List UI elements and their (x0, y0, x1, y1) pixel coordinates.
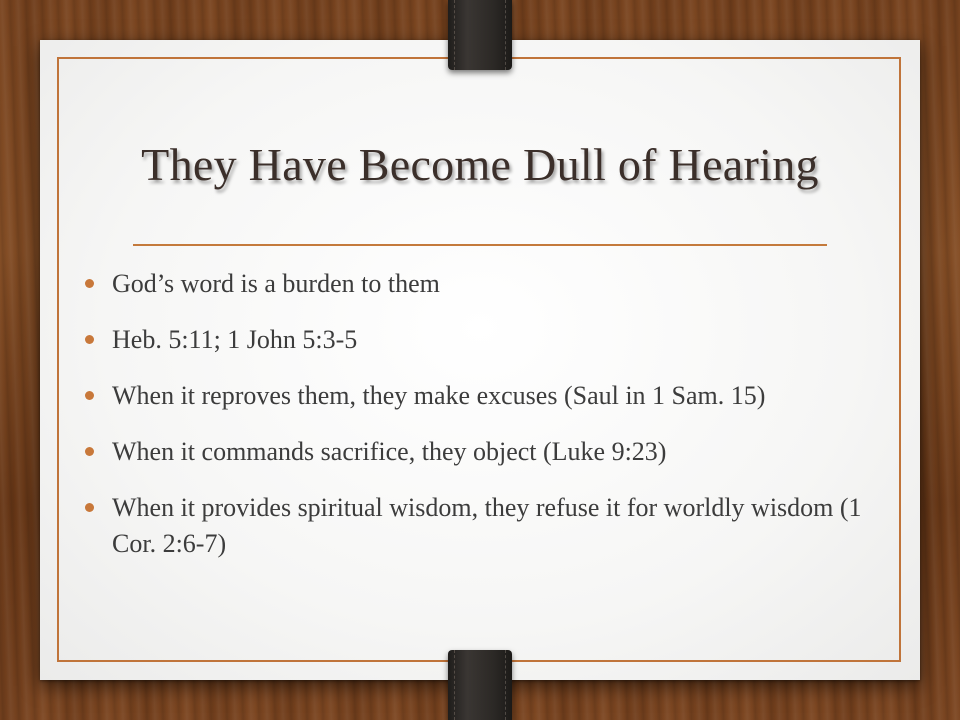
bullet-item (82, 266, 882, 302)
title-divider (133, 244, 827, 246)
bullet-text: When it reproves them, they make excuses (Saul in 1 Sam. 15) (112, 381, 766, 410)
bullet-item (82, 434, 882, 470)
bullet-dot-icon (85, 447, 94, 456)
bullet-text: God’s word is a burden to them (112, 269, 440, 298)
bullet-list (82, 266, 882, 582)
bottom-binder-strap (448, 650, 512, 720)
top-binder-strap (448, 0, 512, 70)
bullet-dot-icon (85, 279, 94, 288)
bullet-dot-icon (85, 391, 94, 400)
bullet-dot-icon (85, 335, 94, 344)
bullet-item (82, 378, 882, 414)
slide-title: They Have Become Dull of Hearing (141, 139, 819, 190)
strap-stitching (454, 650, 506, 720)
bullet-dot-icon (85, 503, 94, 512)
bullet-text: Heb. 5:11; 1 John 5:3-5 (112, 325, 358, 354)
strap-stitching (454, 0, 506, 70)
bullet-text: When it commands sacrifice, they object (Luke 9:23) (112, 437, 667, 466)
bullet-item (82, 490, 882, 562)
bullet-item (82, 322, 882, 358)
bullet-text: When it provides spiritual wisdom, they refuse it for worldly wisdom (1 Cor. 2:6-7) (112, 493, 862, 558)
